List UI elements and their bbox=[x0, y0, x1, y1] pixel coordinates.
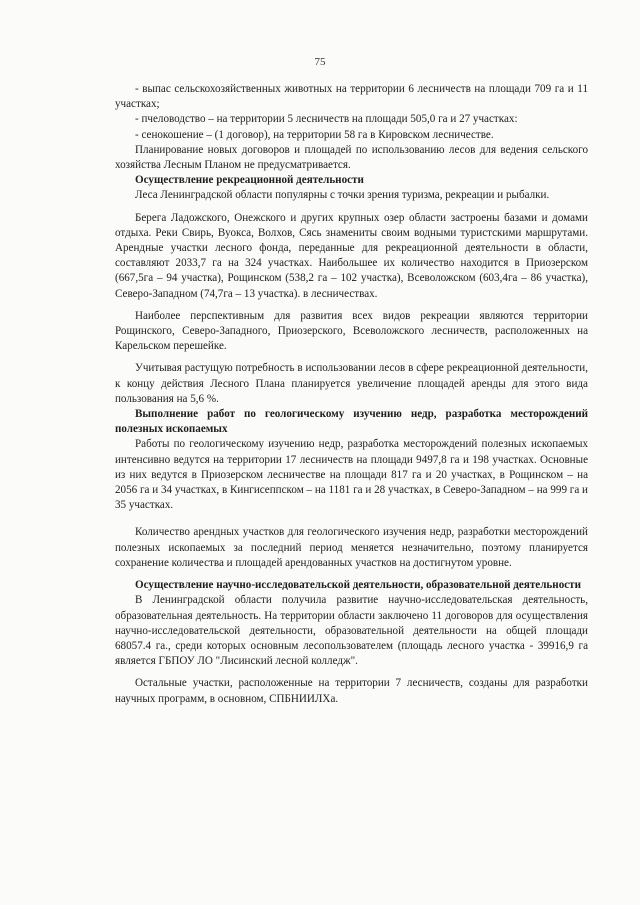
paragraph-geology-works: Работы по геологическому изучению недр, разработка месторождений полезных ископаемых интенсивно ведутся на территории 17 лесничеств на площади 9497,8 га и 198 участках. Основные из них ведутся в Приозерском лесничестве на площади 817 га и 20 участках, в Рощинском – на 2056 га и 34 участках, в Кингисеппском – на 1181 га и 28 участках, в Северо-Западном – на 999 га и 35 участках. bbox=[115, 438, 588, 512]
page-number: 75 bbox=[314, 56, 326, 68]
paragraph-recreation-growth: Учитывая растущую потребность в использовании лесов в сфере рекреационной деятельности, к концу действия Лесного Плана планируется увеличение площадей аренды для этого вида пользования на 5,6 %. bbox=[115, 362, 588, 405]
heading-research: Осуществление научно-исследовательской деятельности, образовательной деятельности bbox=[135, 579, 582, 592]
paragraph-geology-plans: Количество арендных участков для геологического изучения недр, разработки месторождений полезных ископаемых за последний период меняется незначительно, поэтому планируется сохранение количества и площадей арендованных участков на достигнутом уровне. bbox=[115, 526, 588, 569]
paragraph-grazing: - выпас сельскохозяйственных животных на территории 6 лесничеств на площади 709 га и 11 участках; bbox=[115, 83, 588, 111]
paragraph-recreation-prospects: Наиболее перспективным для развития всех видов рекреации являются территории Рощинского, Северо-Западного, Приозерского, Всеволожского лесничеств, расположенных на Карельском перешейке. bbox=[115, 309, 588, 353]
spacer bbox=[115, 354, 588, 361]
heading-geology: Выполнение работ по геологическому изучению недр, разработка месторождений полезных ископаемых bbox=[115, 408, 588, 436]
paragraph-haymaking: - сенокошение – (1 договор), на территории 58 га в Кировском лесничестве. bbox=[135, 128, 494, 141]
heading-recreation: Осуществление рекреационной деятельности bbox=[135, 174, 364, 187]
spacer bbox=[115, 571, 588, 578]
paragraph-recreation-areas: Берега Ладожского, Онежского и других крупных озер области застроены базами и домами отдыха. Реки Свирь, Вуокса, Волхов, Сясь знамениты своим водными туристскими маршрутами. Арендные участки лесного фонда, переданные для рекреационной деятельности в области, составляют 2033,7 га на 324 участках. Наибольшее их количество находится в Приозерском (667,5га – 94 участка), Рощинском (538,2 га – 102 участка), Всеволожском (603,4га – 86 участка), Северо-Западном (74,7га – 13 участка). в лесничествах. bbox=[115, 211, 588, 300]
document-body bbox=[115, 82, 588, 707]
paragraph-agriculture-planning: Планирование новых договоров и площадей по использованию лесов для ведения сельского хозяйства Лесным Планом не предусматривается. bbox=[115, 143, 588, 172]
paragraph-beekeeping: - пчеловодство – на территории 5 лесничеств на площади 505,0 га и 27 участках: bbox=[135, 113, 518, 126]
paragraph-research-contracts: В Ленинградской области получила развитие научно-исследовательская деятельность, образовательная деятельность. На территории области заключено 11 договоров для осуществления научно-исследовательской деятельности, образовательной деятельности на общей площади 68057.4 га., среди которых основным лесопользователем (площадь лесного участка - 39916,9 га является ГБПОУ ЛО "Лисинский лесной колледж". bbox=[115, 594, 588, 668]
spacer bbox=[115, 513, 588, 525]
spacer bbox=[115, 669, 588, 676]
paragraph-research-other: Остальные участки, расположенные на территории 7 лесничеств, созданы для разработки научных программ, в основном, СПБНИИЛХа. bbox=[115, 677, 588, 705]
paragraph-recreation-popularity: Леса Ленинградской области популярны с точки зрения туризма, рекреации и рыбалки. bbox=[135, 189, 550, 202]
spacer bbox=[115, 302, 588, 309]
spacer bbox=[115, 204, 588, 211]
